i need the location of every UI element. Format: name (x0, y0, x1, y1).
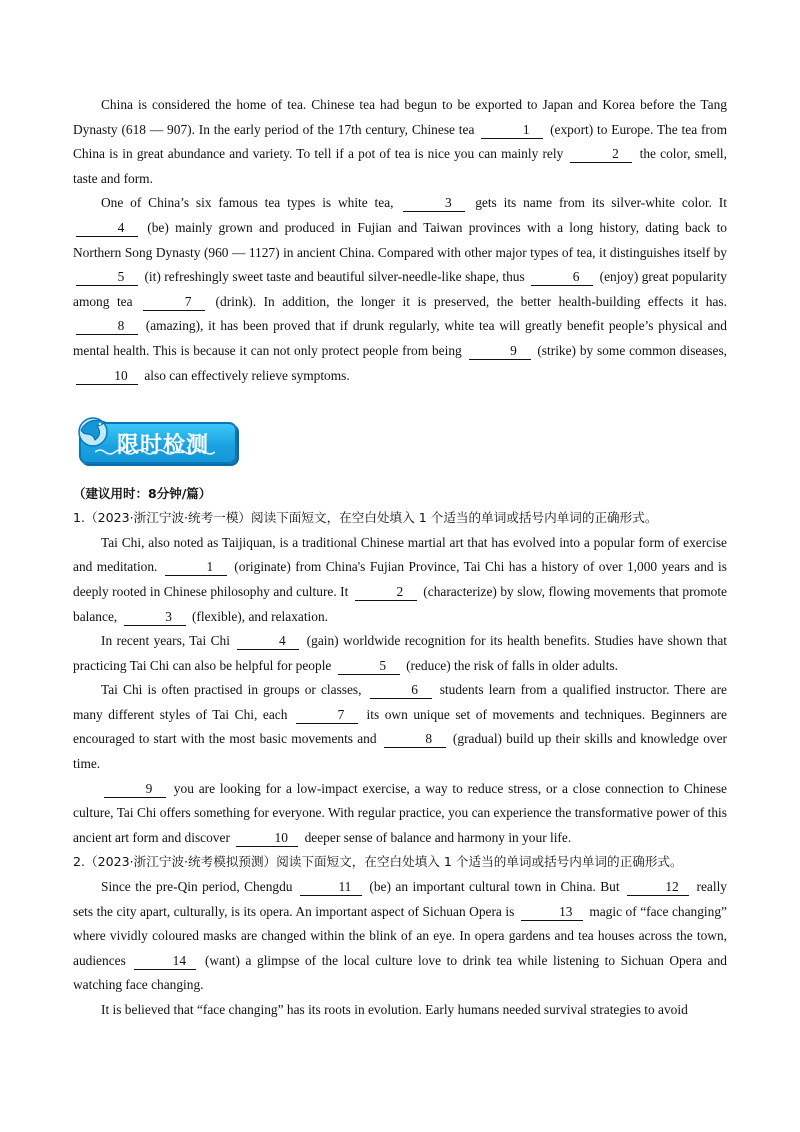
answer-blank-9[interactable]: 9 (104, 781, 166, 798)
passage-text: Tai Chi is often practised in groups or classes, (101, 682, 367, 698)
passage-text: (flexible), and relaxation. (188, 608, 329, 624)
passage-text: (gradual) build up their skills and knowledge over time. (73, 731, 727, 772)
answer-blank-10[interactable]: 10 (236, 830, 298, 847)
chengdu-paragraph (73, 998, 727, 1023)
answer-blank-1[interactable]: 1 (481, 122, 543, 139)
answer-blank-3[interactable]: 3 (124, 609, 186, 626)
answer-blank-8[interactable]: 8 (384, 731, 446, 748)
passage-text: (reduce) the risk of falls in older adults. (402, 657, 619, 673)
passage-text: the color, smell, taste and form. (73, 146, 727, 186)
passage-text: It is believed that “face changing” has its roots in evolution. Early humans needed survival strategies to avoid (101, 1002, 688, 1017)
passage-text: Since the pre-Qin period, Chengdu (101, 879, 297, 895)
tai-chi-paragraph (73, 678, 727, 776)
answer-blank-9[interactable]: 9 (469, 343, 531, 360)
passage-text: (amazing), it has been proved that if drunk regularly, white tea will greatly benefit people’s physical and mental health. This is because it can not only protect people from being (73, 318, 727, 358)
passage-text: (be) mainly grown and produced in Fujian and Taiwan provinces with a long history, dating back to Northern Song Dynasty (960 — 1127) in ancient China. Compared with other major types of tea, it distinguishes itself by (73, 219, 727, 260)
tea-passage (73, 93, 727, 388)
answer-blank-7[interactable]: 7 (296, 707, 358, 724)
answer-blank-11[interactable]: 11 (300, 879, 362, 896)
passage-text: magic of “face changing” where vividly coloured masks are changed within the blink of an eye. In opera gardens and tea houses across the town, audiences (73, 903, 727, 968)
dolphin-icon (75, 412, 115, 448)
passage-text: China is considered the home of tea. Chinese tea had begun to be exported to Japan and Korea before the Tang Dynasty (618 — 907). In the early period of the 17th century, Chinese tea (73, 97, 727, 137)
passage-text: gets its name from its silver-white color. It (468, 195, 727, 211)
answer-blank-5[interactable]: 5 (338, 658, 400, 675)
tai-chi-paragraph (73, 531, 727, 629)
passage-text: also can effectively relieve symptoms. (141, 367, 350, 383)
passage-text: Tai Chi, also noted as Taijiquan, is a traditional Chinese martial art that has evolved into a popular form of exercise and meditation. (73, 534, 727, 575)
passage-text: (enjoy) great popularity among tea (73, 269, 727, 309)
question-1-heading: 1.（2023·浙江宁波·统考一模）阅读下面短文，在空白处填入 1 个适当的单词或括号内单词的正确形式。 (73, 510, 658, 526)
passage-text: (be) an important cultural town in China. But (364, 879, 625, 895)
passage-text: you are looking for a low-impact exercise, a way to reduce stress, or a close connection to Chinese culture, Tai Chi offers something for everyone. With regular practice, you can experience the transformative power of this ancient art form and discover (73, 780, 727, 845)
tai-chi-passage (73, 531, 727, 851)
passage-text: (export) to Europe. The tea from China is in great abundance and variety. To tell if a pot of tea is nice you can mainly rely (73, 121, 727, 162)
passage-text: (originate) from China's Fujian Province, Tai Chi has a history of over 1,000 years and is deeply rooted in Chinese philosophy and culture. It (73, 559, 727, 599)
answer-blank-10[interactable]: 10 (76, 368, 138, 385)
passage-text: In recent years, Tai Chi (101, 633, 235, 649)
answer-blank-7[interactable]: 7 (143, 294, 205, 311)
passage-text: deeper sense of balance and harmony in your life. (301, 829, 572, 845)
question-2-heading: 2.（2023·浙江宁波·统考模拟预测）阅读下面短文，在空白处填入 1 个适当的单词或括号内单词的正确形式。 (73, 854, 683, 870)
answer-blank-3[interactable]: 3 (403, 195, 465, 212)
tai-chi-paragraph (73, 777, 727, 851)
answer-blank-8[interactable]: 8 (76, 318, 138, 335)
answer-blank-4[interactable]: 4 (76, 220, 138, 237)
passage-text: One of China’s six famous tea types is white tea, (101, 195, 401, 211)
tai-chi-paragraph (73, 629, 727, 678)
answer-blank-6[interactable]: 6 (531, 269, 593, 286)
answer-blank-1[interactable]: 1 (165, 559, 227, 576)
passage-text: (gain) worldwide recognition for its health benefits. Studies have shown that practicing Tai Chi can also be helpful for people (73, 633, 727, 673)
chengdu-opera-passage (73, 875, 727, 1023)
answer-blank-13[interactable]: 13 (521, 904, 583, 921)
passage-text: (drink). In addition, the longer it is preserved, the better health-building effects it has. (208, 293, 727, 309)
passage-text: students learn from a qualified instructor. There are many different styles of Tai Chi, each (73, 682, 727, 722)
document-page (73, 93, 727, 1023)
passage-text: (want) a glimpse of the local culture love to drink tea while listening to Sichuan Opera and watching face changing. (73, 952, 728, 993)
tea-paragraph (73, 191, 727, 388)
passage-text: its own unique set of movements and techniques. Beginners are encouraged to start with the most basic movements and (73, 706, 727, 747)
answer-blank-14[interactable]: 14 (134, 953, 196, 970)
suggested-time: （建议用时：8分钟/篇） (73, 486, 212, 502)
chengdu-paragraph (73, 875, 727, 998)
answer-blank-6[interactable]: 6 (370, 682, 432, 699)
passage-text: really sets the city apart, culturally, is its opera. An important aspect of Sichuan Opera is (73, 879, 727, 919)
passage-text: (characterize) by slow, flowing movements that promote balance, (73, 583, 727, 624)
answer-blank-2[interactable]: 2 (355, 584, 417, 601)
answer-blank-12[interactable]: 12 (627, 879, 689, 896)
answer-blank-4[interactable]: 4 (237, 633, 299, 650)
answer-blank-2[interactable]: 2 (570, 146, 632, 163)
answer-blank-5[interactable]: 5 (76, 269, 138, 286)
passage-text: (strike) by some common diseases, (533, 342, 728, 358)
passage-text: (it) refreshingly sweet taste and beautiful silver-needle-like shape, thus (141, 269, 529, 285)
banner-title: 限时检测 (117, 433, 210, 459)
section-banner (75, 412, 241, 468)
tea-paragraph (73, 93, 727, 191)
